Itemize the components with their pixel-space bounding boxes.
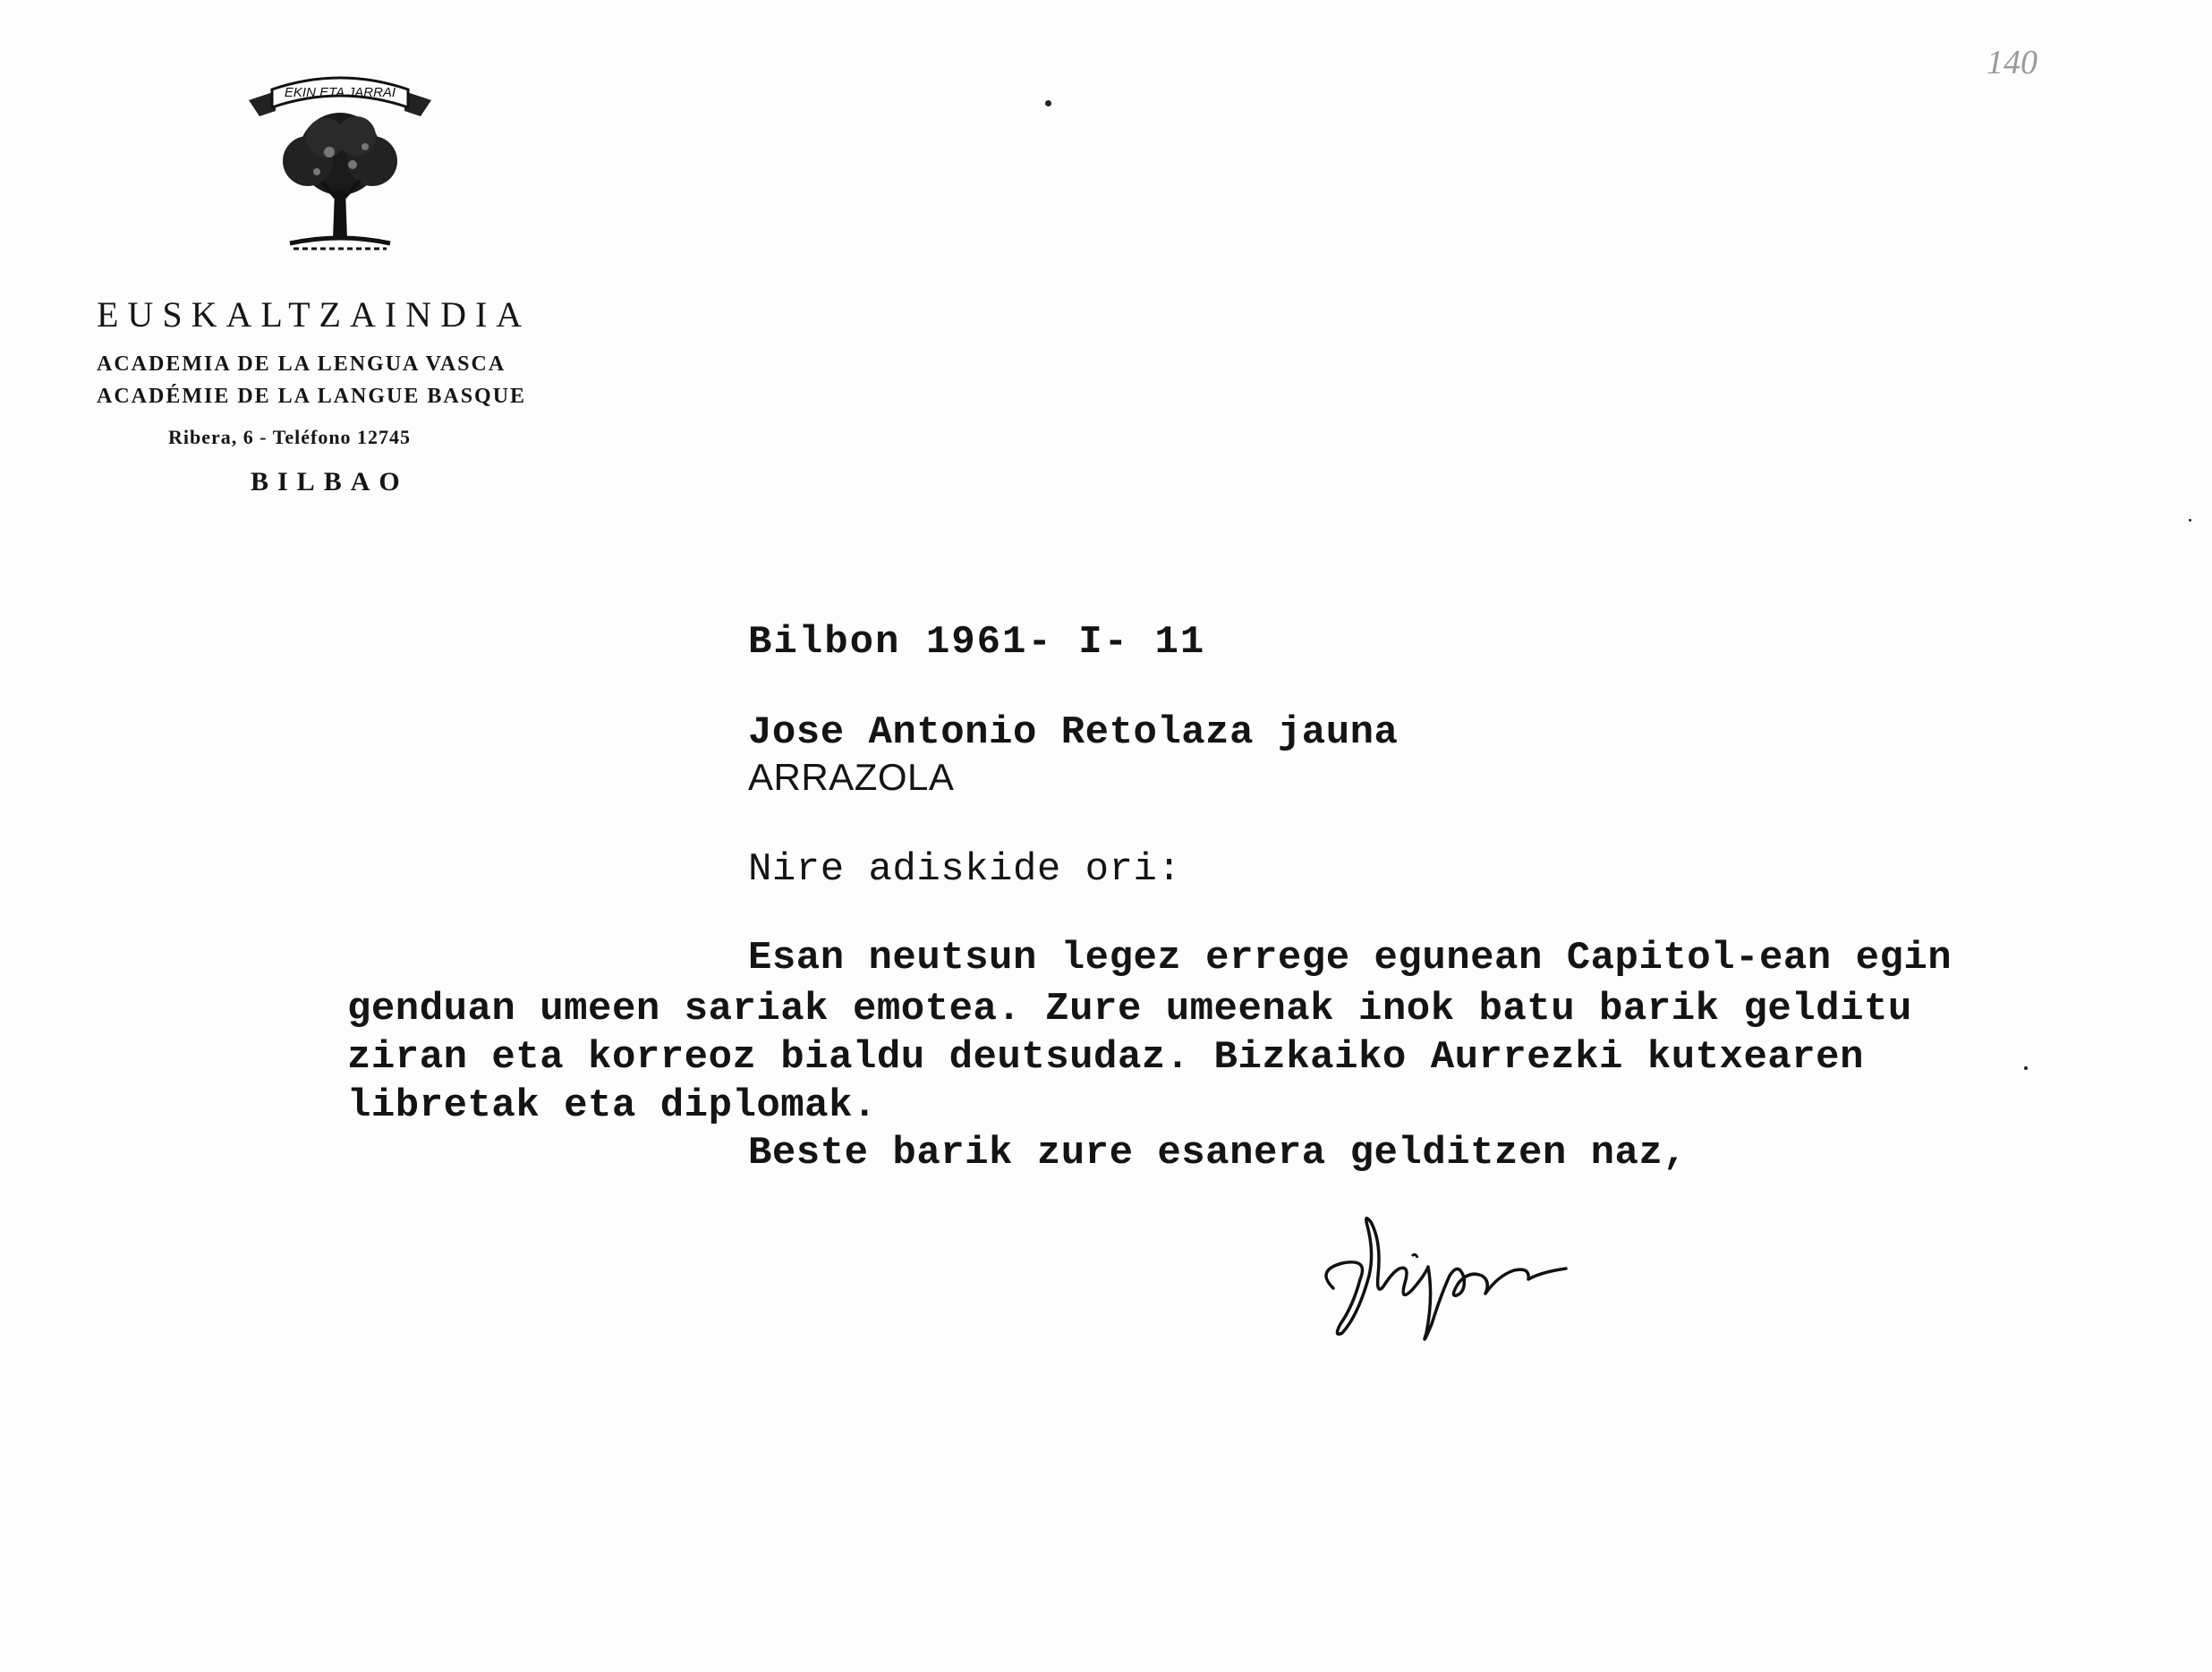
letter-body-line: genduan umeen sariak emotea. Zure umeenak inok batu barik gelditu bbox=[347, 987, 1912, 1031]
scan-speck bbox=[1045, 100, 1051, 106]
motto-text: EKIN ETA JARRAI bbox=[284, 85, 396, 100]
scan-speck bbox=[2024, 1066, 2028, 1070]
letter-body-line: libretak eta diplomak. bbox=[347, 1083, 877, 1128]
organization-subtitle-fr: ACADÉMIE DE LA LANGUE BASQUE bbox=[97, 385, 527, 408]
organization-subtitle-es: ACADEMIA DE LA LENGUA VASCA bbox=[97, 352, 506, 376]
page-number: 140 bbox=[1987, 44, 2038, 81]
organization-city: BILBAO bbox=[251, 467, 409, 497]
letter-body-line: Esan neutsun legez errege egunean Capitol-ean egin bbox=[748, 936, 1953, 980]
organization-address: Ribera, 6 - Teléfono 12745 bbox=[168, 426, 412, 448]
letter-salutation: Nire adiskide ori: bbox=[748, 847, 1182, 892]
letter-body-line: ziran eta korreoz bialdu deutsudaz. Bizkaiko Aurrezki kutxearen bbox=[347, 1035, 1864, 1080]
letter-date: Bilbon 1961- I- 11 bbox=[748, 620, 1206, 665]
handwritten-signature bbox=[1306, 1190, 1593, 1351]
letter-recipient: Jose Antonio Retolaza jauna bbox=[748, 710, 1399, 755]
letter-recipient-place: ARRAZOLA bbox=[748, 756, 955, 798]
letter-closing: Beste barik zure esanera gelditzen naz, bbox=[748, 1131, 1688, 1175]
scan-speck bbox=[2189, 519, 2191, 522]
oak-tree-emblem-icon bbox=[240, 64, 440, 265]
organization-name: EUSKALTZAINDIA bbox=[97, 294, 532, 335]
